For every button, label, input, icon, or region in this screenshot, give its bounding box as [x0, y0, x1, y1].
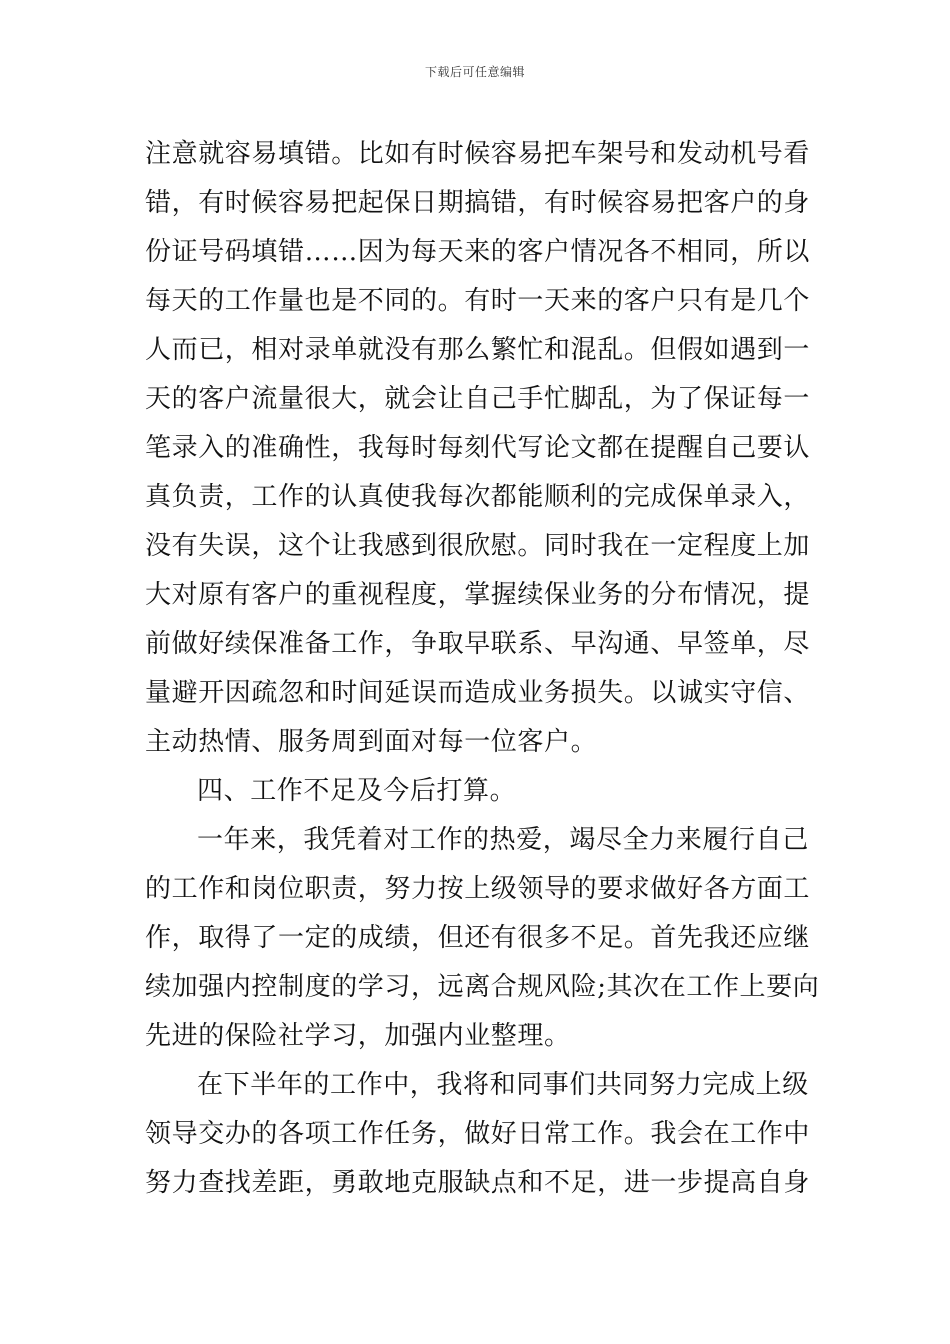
text-line: 努力查找差距，勇敢地克服缺点和不足，进一步提高自身	[145, 1168, 811, 1198]
text-line: 的工作和岗位职责，努力按上级领导的要求做好各方面工	[145, 874, 811, 904]
text-line: 没有失误，这个让我感到很欣慰。同时我在一定程度上加	[145, 531, 811, 561]
text-line: 人而已，相对录单就没有那么繁忙和混乱。但假如遇到一	[145, 335, 811, 365]
text-line: 先进的保险社学习，加强内业整理。	[145, 1021, 571, 1051]
text-line: 大对原有客户的重视程度，掌握续保业务的分布情况，提	[145, 580, 811, 610]
text-line: 作，取得了一定的成绩，但还有很多不足。首先我还应继	[145, 923, 811, 953]
text-line: 每天的工作量也是不同的。有时一天来的客户只有是几个	[145, 286, 811, 316]
text-line: 在下半年的工作中，我将和同事们共同努力完成上级	[197, 1070, 809, 1100]
text-line: 前做好续保准备工作，争取早联系、早沟通、早签单，尽	[145, 629, 811, 659]
text-line: 注意就容易填错。比如有时候容易把车架号和发动机号看	[145, 139, 811, 169]
text-line: 续加强内控制度的学习，远离合规风险;其次在工作上要向	[145, 972, 820, 1002]
section-heading: 四、工作不足及今后打算。	[197, 776, 517, 806]
text-line: 领导交办的各项工作任务，做好日常工作。我会在工作中	[145, 1119, 811, 1149]
text-line: 错，有时候容易把起保日期搞错，有时候容易把客户的身	[145, 188, 811, 218]
text-line: 主动热情、服务周到面对每一位客户。	[145, 727, 598, 757]
document-body	[145, 130, 820, 1208]
text-line: 笔录入的准确性，我每时每刻代写论文都在提醒自己要认	[145, 433, 811, 463]
text-line: 量避开因疏忽和时间延误而造成业务损失。以诚实守信、	[145, 678, 811, 708]
text-line: 份证号码填错……因为每天来的客户情况各不相同，所以	[145, 237, 811, 267]
text-line: 一年来，我凭着对工作的热爱，竭尽全力来履行自己	[197, 825, 809, 855]
text-line: 真负责，工作的认真使我每次都能顺利的完成保单录入，	[145, 482, 811, 512]
text-line: 天的客户流量很大，就会让自己手忙脚乱，为了保证每一	[145, 384, 811, 414]
page-header-note: 下载后可任意编辑	[424, 65, 525, 79]
